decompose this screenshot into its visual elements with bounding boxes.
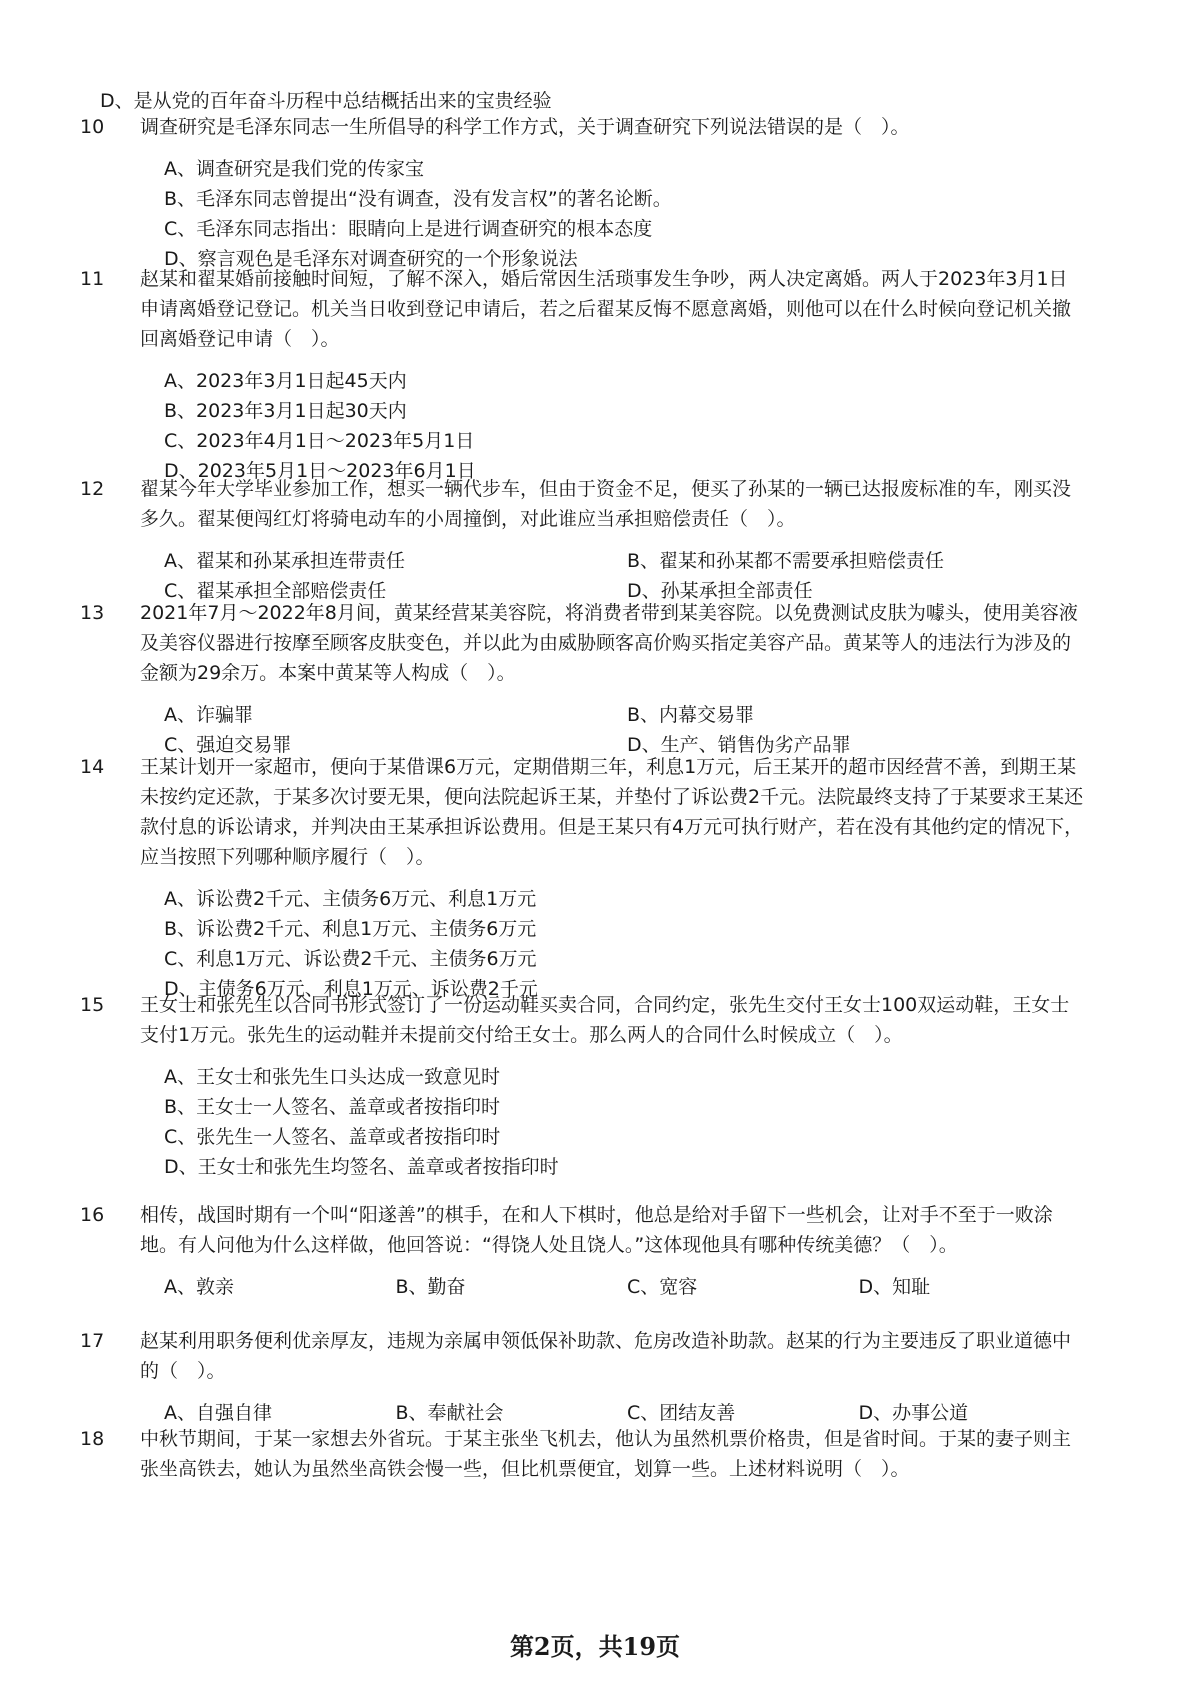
option-b: B、勤奋: [395, 1276, 466, 1298]
option-b: B、诉讼费2千元、利息1万元、主债务6万元: [164, 918, 537, 940]
option-b: B、王女士一人签名、盖章或者按指印时: [164, 1096, 501, 1118]
option-c: C、强迫交易罪: [164, 734, 292, 756]
question-number: 12: [80, 478, 105, 500]
option-b: B、翟某和孙某都不需要承担赔偿责任: [627, 550, 945, 572]
option-b: B、毛泽东同志曾提出“没有调查，没有发言权”的著名论断。: [164, 188, 672, 210]
option-b: B、内幕交易罪: [627, 704, 755, 726]
question-number: 11: [80, 268, 105, 290]
question-number: 16: [80, 1204, 105, 1226]
question-number: 17: [80, 1330, 105, 1352]
option-c: C、张先生一人签名、盖章或者按指印时: [164, 1126, 501, 1148]
option-c: C、宽容: [627, 1276, 698, 1298]
question-number: 13: [80, 602, 105, 624]
question-18: [80, 1424, 1090, 1484]
question-number: 10: [80, 116, 105, 138]
option-a: A、诈骗罪: [164, 704, 253, 726]
options: [164, 700, 1090, 760]
option-c: C、利息1万元、诉讼费2千元、主债务6万元: [164, 948, 537, 970]
option-a: A、调查研究是我们党的传家宝: [164, 158, 424, 180]
option-d: D、主债务6万元、利息1万元、诉讼费2千元: [164, 978, 538, 1000]
question-17: [80, 1326, 1090, 1428]
question-number: 15: [80, 994, 105, 1016]
option-d: D、孙某承担全部责任: [627, 580, 813, 602]
carryover-option: D、是从党的百年奋斗历程中总结概括出来的宝贵经验: [100, 90, 552, 112]
option-a: A、诉讼费2千元、主债务6万元、利息1万元: [164, 888, 537, 910]
question-12: [80, 474, 1090, 606]
options: [164, 546, 1090, 606]
question-text: 赵某利用职务便利优亲厚友，违规为亲属申领低保补助款、危房改造补助款。赵某的行为主要违反了职业道德中的（ ）。: [140, 1330, 1072, 1382]
question-text: 王女士和张先生以合同书形式签订了一份运动鞋买卖合同，合同约定，张先生交付王女士100双运动鞋，王女士支付1万元。张先生的运动鞋并未提前交付给王女士。那么两人的合同什么时候成立（ ）。: [140, 994, 1070, 1046]
question-text: 赵某和翟某婚前接触时间短，了解不深入，婚后常因生活琐事发生争吵，两人决定离婚。两人于2023年3月1日申请离婚登记登记。机关当日收到登记申请后，若之后翟某反悔不愿意离婚，则他可以在什么时候向登记机关撤回离婚登记申请（ ）。: [140, 268, 1072, 350]
question-11: [80, 264, 1090, 486]
question-14: [80, 752, 1090, 1004]
question-text: 王某计划开一家超市，便向于某借课6万元，定期借期三年，利息1万元，后王某开的超市因经营不善，到期王某未按约定还款，于某多次讨要无果，便向法院起诉王某，并垫付了诉讼费2千元。法院最终支持了于某要求王某还款付息的诉讼请求，并判决由王某承担诉讼费用。但是王某只有4万元可执行财产，若在没有其他约定的情况下，应当按照下列哪种顺序履行（ ）。: [140, 756, 1084, 868]
options: [164, 366, 1090, 486]
question-10: [80, 112, 1090, 274]
option-d: D、2023年5月1日～2023年6月1日: [164, 460, 476, 482]
option-b: B、奉献社会: [395, 1402, 504, 1424]
page-footer: 第2页，共19页: [509, 1632, 681, 1661]
question-number: 18: [80, 1428, 105, 1450]
question-text: 调查研究是毛泽东同志一生所倡导的科学工作方式，关于调查研究下列说法错误的是（ ）。: [140, 116, 910, 138]
options: [164, 1062, 1090, 1182]
option-a: A、2023年3月1日起45天内: [164, 370, 407, 392]
option-d: D、察言观色是毛泽东对调查研究的一个形象说法: [164, 248, 578, 270]
option-c: C、翟某承担全部赔偿责任: [164, 580, 387, 602]
question-16: [80, 1200, 1090, 1302]
question-number: 14: [80, 756, 105, 778]
options: [164, 154, 1090, 274]
option-c: C、毛泽东同志指出：眼睛向上是进行调查研究的根本态度: [164, 218, 653, 240]
option-b: B、2023年3月1日起30天内: [164, 400, 407, 422]
option-a: A、翟某和孙某承担连带责任: [164, 550, 405, 572]
option-d: D、生产、销售伪劣产品罪: [627, 734, 851, 756]
question-13: [80, 598, 1090, 760]
option-c: C、2023年4月1日～2023年5月1日: [164, 430, 475, 452]
question-text: 相传，战国时期有一个叫“阳遂善”的棋手，在和人下棋时，他总是给对手留下一些机会，让对手不至于一败涂地。有人问他为什么这样做，他回答说：“得饶人处且饶人。”这体现他具有哪种传统美德？（ ）。: [140, 1204, 1053, 1256]
question-text: 翟某今年大学毕业参加工作，想买一辆代步车，但由于资金不足，便买了孙某的一辆已达报废标准的车，刚买没多久。翟某便闯红灯将骑电动车的小周撞倒，对此谁应当承担赔偿责任（ ）。: [140, 478, 1072, 530]
option-d: D、王女士和张先生均签名、盖章或者按指印时: [164, 1156, 559, 1178]
option-c: C、团结友善: [627, 1402, 736, 1424]
options: [164, 1272, 1090, 1302]
option-a: A、王女士和张先生口头达成一致意见时: [164, 1066, 500, 1088]
option-a: A、自强自律: [164, 1402, 272, 1424]
question-15: [80, 990, 1090, 1182]
option-d: D、知耻: [858, 1276, 931, 1298]
question-text: 2021年7月～2022年8月间，黄某经营某美容院，将消费者带到某美容院。以免费测试皮肤为噱头，使用美容液及美容仪器进行按摩至顾客皮肤变色，并以此为由威胁顾客高价购买指定美容产品。黄某等人的违法行为涉及的金额为29余万。本案中黄某等人构成（ ）。: [140, 602, 1078, 684]
option-d: D、办事公道: [858, 1402, 969, 1424]
options: [164, 884, 1090, 1004]
question-text: 中秋节期间，于某一家想去外省玩。于某主张坐飞机去，他认为虽然机票价格贵，但是省时间。于某的妻子则主张坐高铁去，她认为虽然坐高铁会慢一些，但比机票便宜，划算一些。上述材料说明（ ）。: [140, 1428, 1072, 1480]
option-a: A、敦亲: [164, 1276, 234, 1298]
